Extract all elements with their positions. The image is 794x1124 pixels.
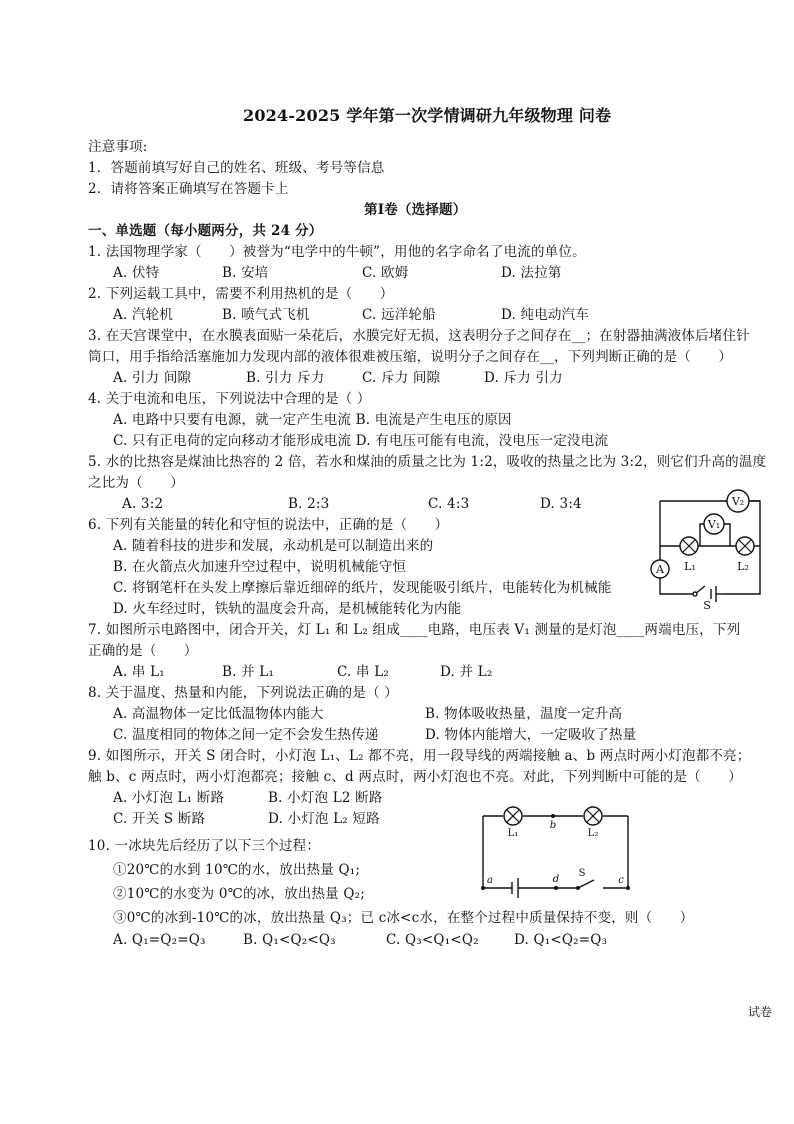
question-stem: 6. 下列有关能量的转化和守恒的说法中，正确的是（ ） [88,517,449,533]
option: B. Q₁<Q₂<Q₃ [243,932,336,948]
question-stem: 1. 法国物理学家（ ）被誉为“电学中的牛顿”，用他的名字命名了电流的单位。 [88,244,586,260]
label-v2: V₂ [731,495,745,508]
option: C. 只有正电荷的定向移动才能形成电流 D. 有电压可能有电流，没电压一定没电流 [113,433,609,449]
option: B. 小灯泡 L2 断路 [268,790,383,806]
option: C. 远洋轮船 [362,307,436,323]
option: D. Q₁<Q₂=Q₃ [514,932,608,948]
option: D. 纯电动汽车 [501,307,590,323]
page-footer: 试卷 [747,1005,772,1019]
label-l2: L₂ [737,560,749,573]
question-stem: ①20℃的水到 10℃的水，放出热量 Q₁; [113,862,361,878]
circuit-diagram-2 [478,804,634,900]
label-l2: L₂ [587,828,599,839]
option: A. 串 L₁ [113,664,165,680]
option: B. 喷气式飞机 [222,307,310,323]
option: A. 伏特 [113,265,160,281]
question-stem: 正确的是（ ） [88,643,198,659]
label-v1: V₁ [707,518,721,531]
option: B. 引力 斥力 [246,370,325,386]
option: D. 斥力 引力 [484,370,563,386]
page-title: 2024-2025 学年第一次学情调研九年级物理 问卷 [243,106,612,125]
option: D. 小灯泡 L₂ 短路 [268,811,380,827]
option: C. Q₃<Q₁<Q₂ [386,932,479,948]
question-stem: 触 b、c 两点时，两小灯泡都亮；接触 c、d 两点时，两小灯泡也不亮。对此，下列判断中可能的是（ ） [88,769,742,785]
volume-title: 第Ⅰ卷（选择题） [364,202,467,218]
label-s: S [578,868,586,879]
option: A. Q₁=Q₂=Q₃ [113,932,206,948]
option: B. 并 L₁ [222,664,275,680]
label-a: A [656,563,664,576]
option: D. 并 L₂ [440,664,493,680]
label-c: c [618,875,624,886]
option: A. 电路中只要有电源，就一定产生电流 B. 电流是产生电压的原因 [113,412,512,428]
option: A. 汽轮机 [113,307,174,323]
option: D. 物体内能增大，一定吸收了热量 [425,727,637,743]
option: A. 高温物体一定比低温物体内能大 [113,706,324,722]
label-s: S [703,599,711,612]
question-stem: ②10℃的水变为 0℃的冰，放出热量 Q₂; [113,886,365,902]
section-title: 一、单选题（每小题两分，共 24 分） [88,223,323,239]
option: A. 小灯泡 L₁ 断路 [113,790,225,806]
question-stem: 8. 关于温度、热量和内能，下列说法正确的是（ ） [88,685,398,701]
option: C. 4:3 [428,496,470,512]
label-b: b [549,820,557,831]
option: C. 将钢笔杆在头发上摩擦后靠近细碎的纸片，发现能吸引纸片，电能转化为机械能 [113,580,612,596]
option: B. 在火箭点火加速升空过程中，说明机械能守恒 [113,559,407,575]
label-l1: L₁ [507,828,519,839]
option: B. 安培 [222,265,269,281]
question-stem: 9. 如图所示，开关 S 闭合时，小灯泡 L₁、L₂ 都不亮，用一段导线的两端接触 a、b 两点时两小灯泡都不亮； [88,748,751,764]
note-item: 1．答题前填写好自己的姓名、班级、考号等信息 [88,160,385,176]
option: D. 火车经过时，铁轨的温度会升高，是机械能转化为内能 [113,601,462,617]
option: B. 2:3 [288,496,330,512]
question-stem: ③0℃的冰到-10℃的冰，放出热量 Q₃；已 c冰<c水，在整个过程中质量保持不变，则（ ） [113,910,694,926]
label-a: a [487,875,493,886]
question-stem: 3. 在天宫课堂中，在水膜表面贴一朵花后，水膜完好无损，这表明分子之间存在__；在射器抽满液体后堵住针 [88,328,750,344]
question-stem: 4. 关于电流和电压，下列说法中合理的是（ ） [88,391,371,407]
circuit-diagram-1 [650,486,774,616]
option: B. 物体吸收热量，温度一定升高 [425,706,623,722]
notes-heading: 注意事项: [88,139,148,155]
option: D. 3:4 [540,496,582,512]
question-stem: 之比为（ ） [88,475,184,491]
question-stem: 筒口，用手指给活塞施加力发现内部的液体很难被压缩，说明分子之间存在__，下列判断正确的是（ ） [88,349,733,365]
option: A. 引力 间隙 [113,370,192,386]
option: C. 斥力 间隙 [362,370,441,386]
option: C. 串 L₂ [337,664,389,680]
option: C. 温度相同的物体之间一定不会发生热传递 [113,727,379,743]
option: C. 欧姆 [362,265,409,281]
option: A. 3:2 [122,496,164,512]
question-stem: 2. 下列运载工具中，需要不利用热机的是（ ） [88,286,394,302]
option: D. 法拉第 [501,265,562,281]
option: C. 开关 S 断路 [113,811,206,827]
question-stem: 10. 一冰块先后经历了以下三个过程： [88,838,321,854]
question-stem: 7. 如图所示电路图中，闭合开关，灯 L₁ 和 L₂ 组成____电路，电压表 V₁ 测量的是灯泡____两端电压，下列 [88,622,741,638]
label-l1: L₁ [684,560,696,573]
option: A. 随着科技的进步和发展，永动机是可以制造出来的 [113,538,434,554]
question-stem: 5. 水的比热容是煤油比热容的 2 倍，若水和煤油的质量之比为 1:2，吸收的热量之比为 3:2，则它们升高的温度 [88,454,767,470]
note-item: 2．请将答案正确填写在答题卡上 [88,181,289,197]
label-d: d [552,874,560,885]
